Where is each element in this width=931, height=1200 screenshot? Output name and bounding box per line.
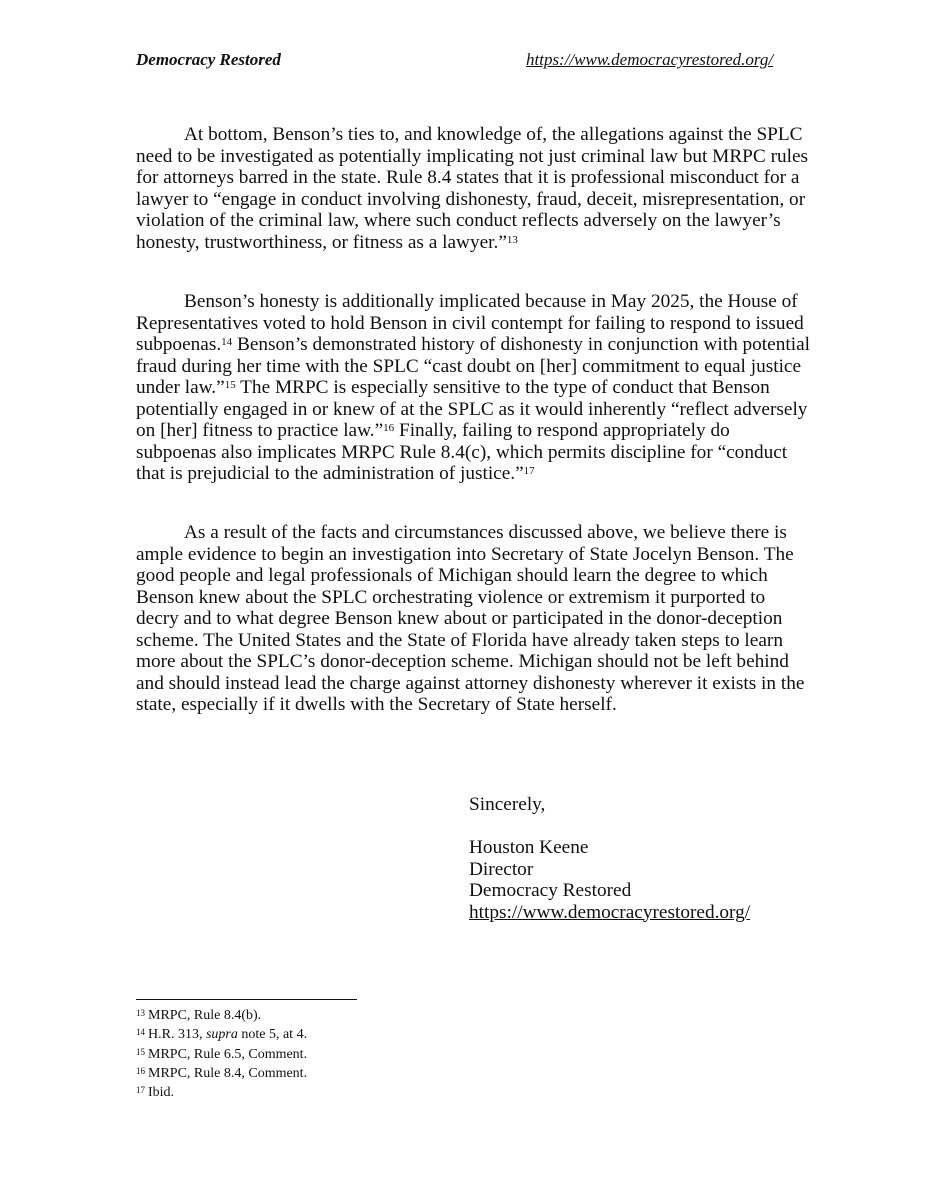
footnote-ref-14: 14 [221,336,233,348]
footnote-17 [136,1082,307,1101]
footnote-number: 14 [136,1027,145,1038]
footnote-text: Ibid. [148,1085,175,1101]
paragraph-text: Finally, failing to respond appropriately do subpoenas also implicates MRPC Rule 8.4(c), which permits discipline for “conduct that is prejudicial to the administration of justice.” [136,420,788,484]
signer-title: Director [469,858,534,880]
footnotes [136,1005,307,1101]
footnote-number: 17 [136,1085,145,1096]
paragraph-text: Benson’s honesty is additionally implicated because in May 2025, the House of Representatives voted to hold Benson in civil contempt for failing to respond to issued subpoenas. [136,291,804,355]
footnote-number: 15 [136,1046,145,1057]
paragraph-text: As a result of the facts and circumstances discussed above, we believe there is ample evidence to begin an investigation into Secretary of State Jocelyn Benson. The good people and legal professionals of Michigan should learn the degree to which Benson knew about the SPLC orchestrating violence or extremism it purported to decry and to what degree Benson knew about or participated in the donor-deception scheme. The United States and the State of Florida have already taken steps to learn more about the SPLC’s donor-deception scheme. Michigan should not be left behind and should instead lead the charge against attorney dishonesty wherever it exists in the state, especially if it dwells with the Secretary of State herself. [136,522,805,715]
footnote-16 [136,1063,307,1082]
footnote-text: H.R. 313, [148,1027,206,1043]
signer-name: Houston Keene [469,837,589,858]
closing: Sincerely, [469,794,546,815]
footnote-ref-13: 13 [506,233,518,246]
footnote-14 [136,1024,307,1043]
signature-block [469,794,750,923]
footnote-italic: supra [205,1027,238,1043]
footnote-text: note 5, at 4. [237,1027,308,1043]
footnote-15 [136,1044,307,1063]
header-website-link[interactable]: https://www.democracyrestored.org/ [526,50,774,69]
footnote-ref-16: 16 [383,422,395,434]
footnote-ref-17: 17 [523,465,535,477]
footnote-divider [136,999,357,1000]
footnote-text: MRPC, Rule 8.4, Comment. [148,1065,308,1081]
footnote-number: 13 [136,1008,145,1018]
footnote-text: MRPC, Rule 6.5, Comment. [148,1046,308,1062]
header-org-name: Democracy Restored [136,50,281,69]
paragraph-conclusion [136,522,812,716]
paragraph-text: At bottom, Benson’s ties to, and knowledge of, the allegations against the SPLC need to be investigated as potentially implicating not just criminal law but MRPC rules for attorneys barred in the state. Rule 8.4 states that it is professional misconduct for a lawyer to “engage in conduct involving dishonesty, fraud, deceit, misrepresentation, or violation of the criminal law, where such conduct reflects adversely on the lawyer’s honesty, trustworthiness, or fitness as a lawyer.” [136,124,809,253]
signer-org: Democracy Restored [469,880,632,901]
paragraph-rule-8-4 [136,124,812,253]
footnote-13 [136,1005,307,1024]
signature-website-link[interactable]: https://www.democracyrestored.org/ [469,901,751,923]
footnote-number: 16 [136,1065,145,1076]
paragraph-text: The MRPC is especially sensitive to the type of conduct that Benson potentially engaged in or knew of at the SPLC as it would inherently “reflect adversely on [her] fitness to practice law.” [136,377,808,441]
paragraph-honesty [136,291,812,485]
paragraph-text: Benson’s demonstrated history of dishonesty in conjunction with potential fraud during her time with the SPLC “cast doubt on [her] commitment to equal justice under law.” [136,334,810,398]
footnote-text: MRPC, Rule 8.4(b). [148,1008,262,1023]
footnote-ref-15: 15 [224,379,236,391]
